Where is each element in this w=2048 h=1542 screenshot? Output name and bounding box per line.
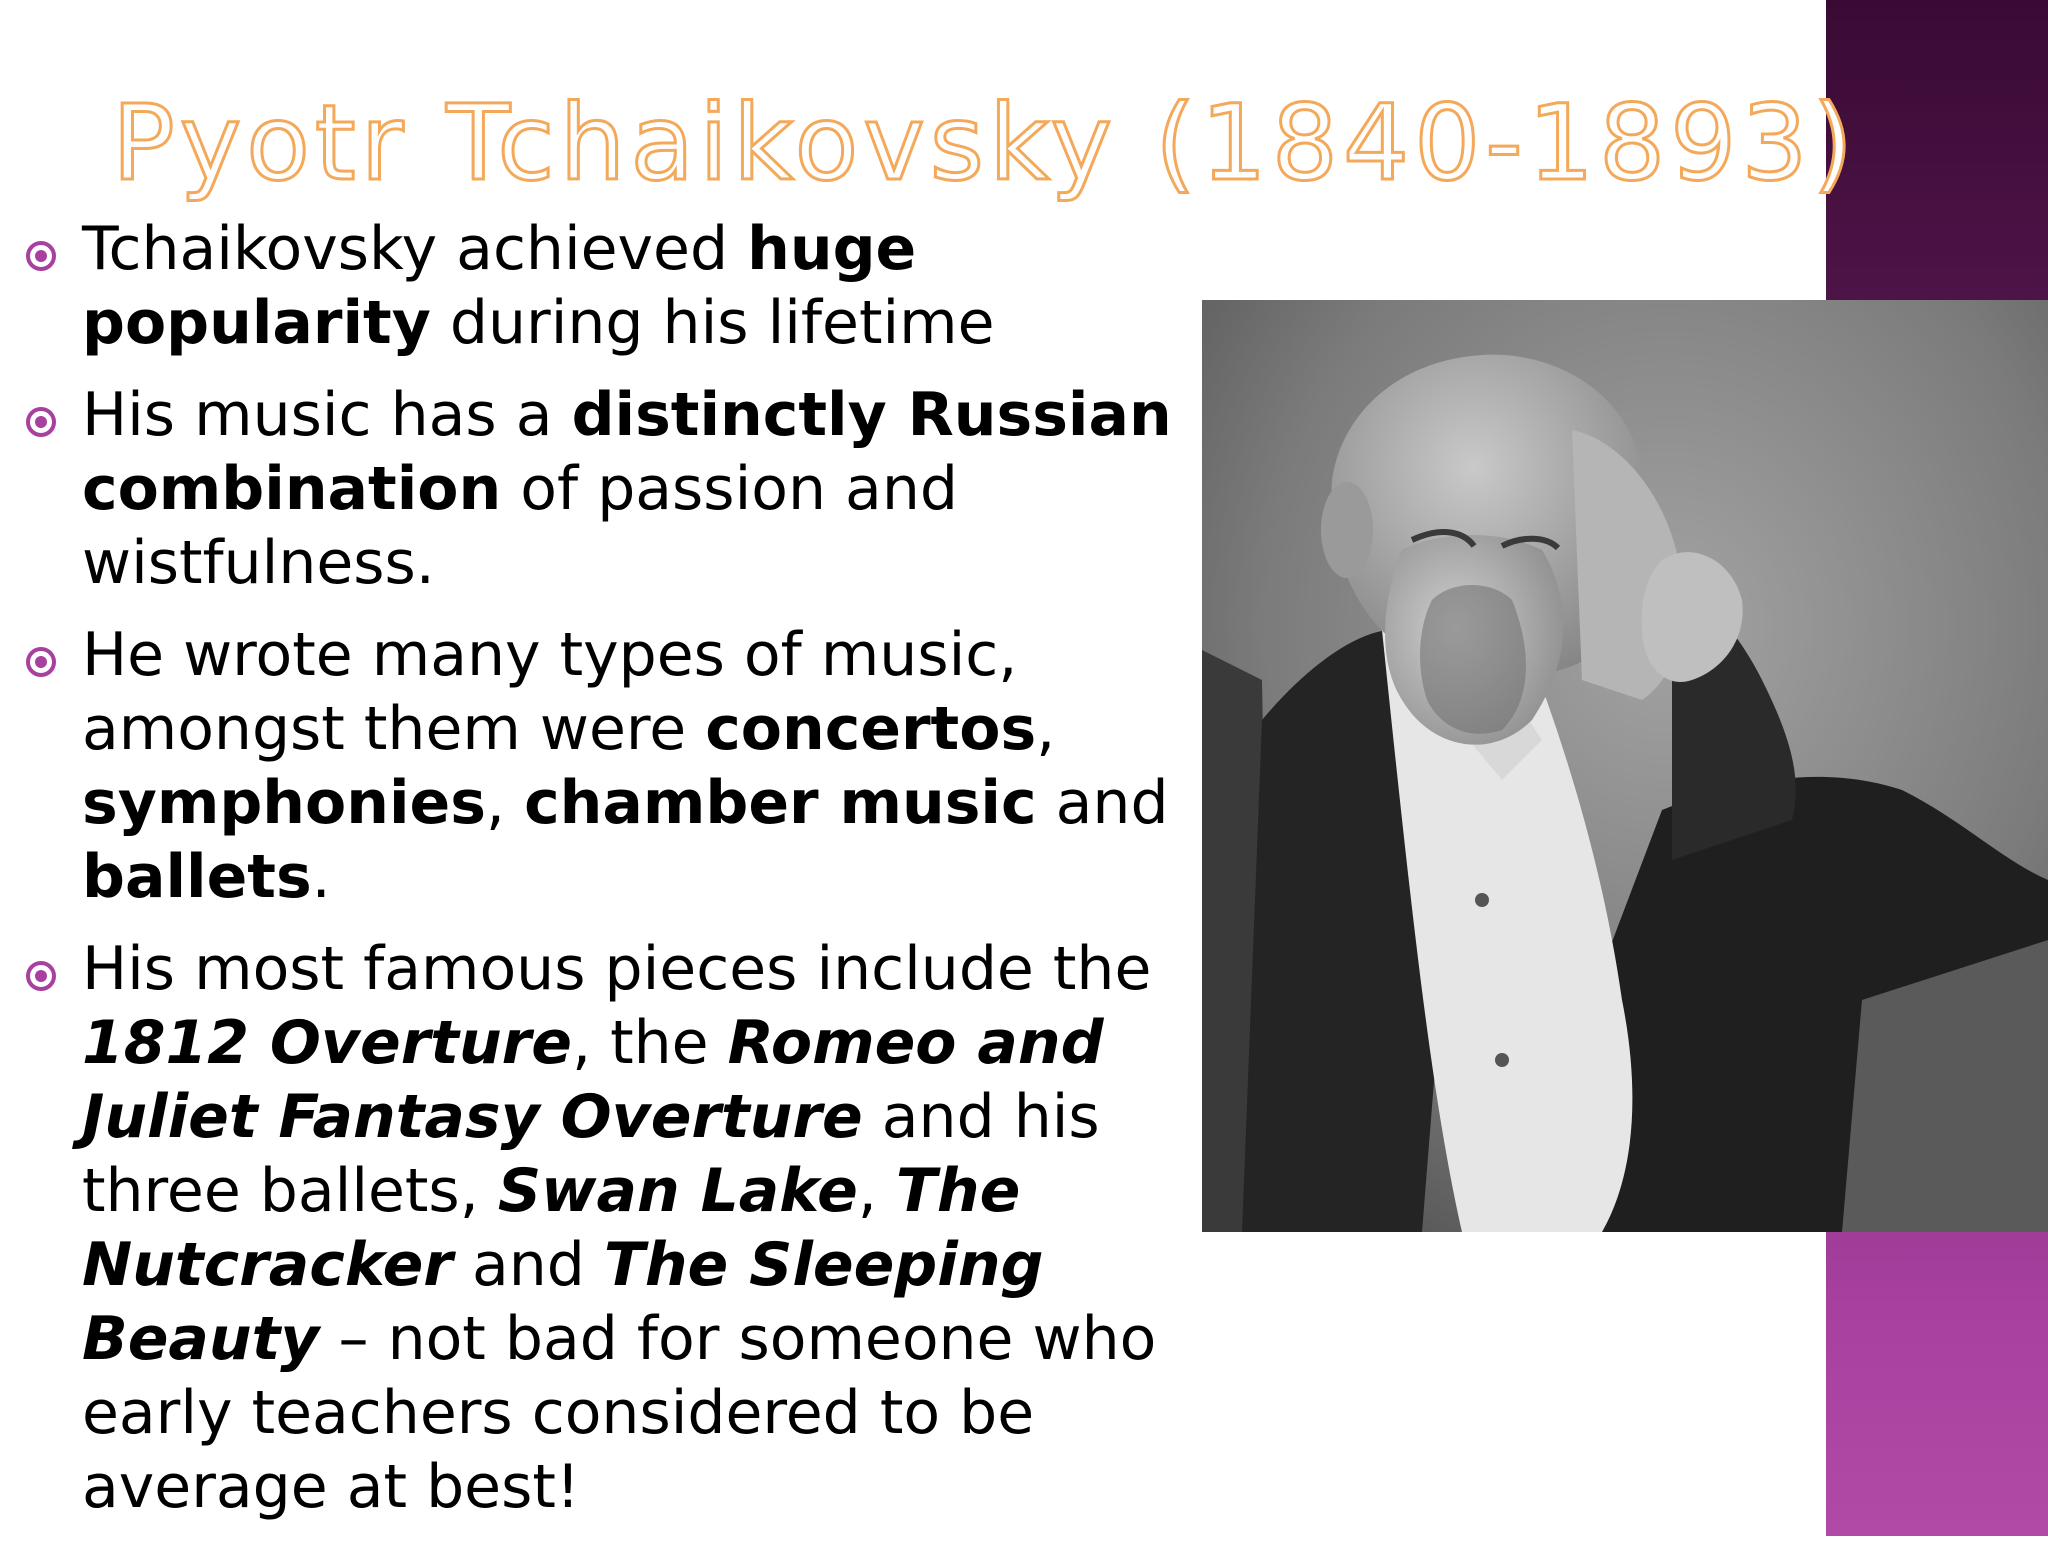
title-text: Romeo and Juliet Fantasy Overture (82, 1008, 1104, 1152)
bullet-text: His most famous pieces include the (82, 934, 1152, 1004)
bullet-item (22, 932, 1192, 1524)
bullet-text: , (485, 768, 525, 838)
bullet-item (22, 378, 1192, 600)
bullet-text: , (1036, 694, 1056, 764)
bullet-text: and his three ballets, (82, 1082, 1100, 1226)
bullet-circle-icon (26, 647, 56, 677)
bullet-circle-icon (26, 407, 56, 437)
title-text: 1812 Overture (82, 1008, 572, 1078)
bullet-list (22, 212, 1192, 1542)
bullet-circle-icon (26, 961, 56, 991)
bullet-text: of passion and wistfulness. (82, 454, 958, 598)
bold-text: symphonies (82, 768, 486, 838)
bullet-text: and (452, 1230, 604, 1300)
bullet-text: Tchaikovsky achieved (82, 214, 748, 284)
bold-text: distinctly Russian combination (82, 380, 1172, 524)
bullet-text: His music has a (82, 380, 572, 450)
portrait-photo (1202, 300, 2048, 1232)
slide-title: Pyotr Tchaikovsky (1840-1893) (112, 82, 1859, 204)
bullet-text: during his lifetime (430, 288, 995, 358)
bullet-circle-icon (26, 241, 56, 271)
bullet-text: , (857, 1156, 896, 1226)
bullet-text: . (311, 842, 331, 912)
bullet-text: – not bad for someone who early teachers considered to be average at best! (82, 1304, 1157, 1522)
bullet-text: , the (571, 1008, 728, 1078)
bold-text: concertos (705, 694, 1037, 764)
bold-text: ballets (82, 842, 312, 912)
title-text: Swan Lake (497, 1156, 858, 1226)
portrait-photo-icon (1202, 300, 2048, 1232)
title-text: The Nutcracker (82, 1156, 1021, 1300)
bullet-item (22, 618, 1192, 914)
bullet-text: and (1036, 768, 1169, 838)
bullet-item (22, 212, 1192, 360)
title-text: The Sleeping Beauty (82, 1230, 1044, 1374)
bold-text: chamber music (524, 768, 1037, 838)
bold-text: huge popularity (82, 214, 917, 358)
bullet-text: He wrote many types of music, amongst them were (82, 620, 1018, 764)
